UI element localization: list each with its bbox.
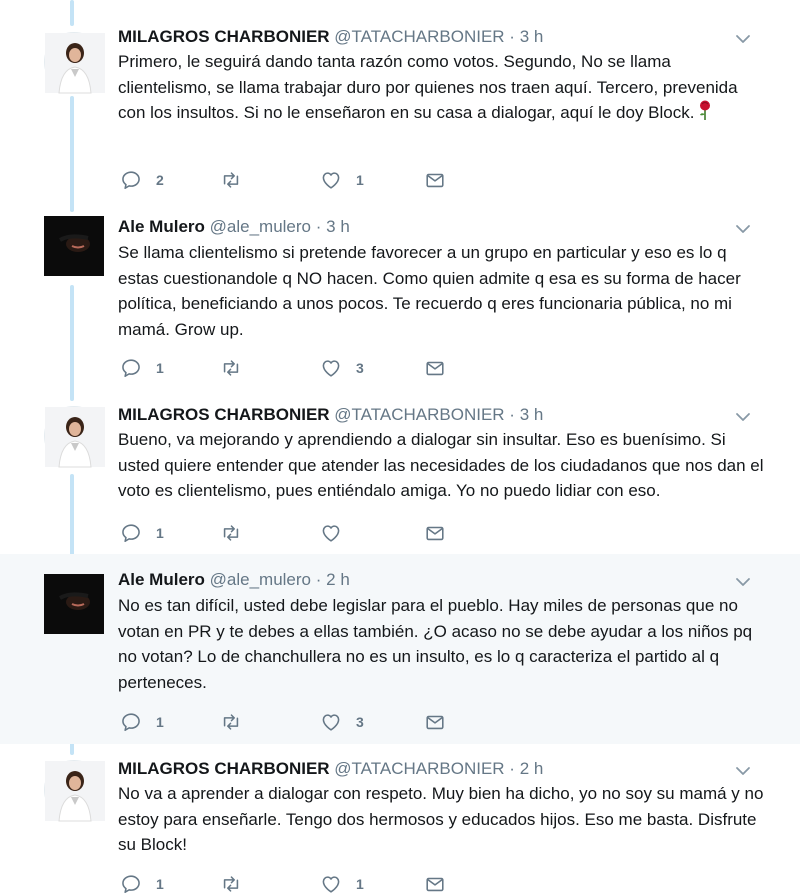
author-name[interactable]: MILAGROS CHARBONIER <box>118 759 330 778</box>
reply-count: 1 <box>156 714 164 730</box>
chevron-down-icon[interactable] <box>734 408 752 426</box>
direct-message-button[interactable] <box>424 521 446 545</box>
reply-count: 2 <box>156 172 164 188</box>
author-name[interactable]: Ale Mulero <box>118 217 205 236</box>
envelope-icon <box>424 169 446 191</box>
like-button[interactable] <box>320 521 356 545</box>
envelope-icon <box>424 711 446 733</box>
chevron-down-icon[interactable] <box>734 220 752 238</box>
tweet-text <box>118 49 768 128</box>
tweet[interactable] <box>0 200 800 390</box>
tweet-actions <box>120 872 460 896</box>
retweet-button[interactable] <box>220 356 256 380</box>
tweet-actions <box>120 521 460 545</box>
reply-icon <box>120 522 142 544</box>
envelope-icon <box>424 873 446 895</box>
avatar[interactable] <box>44 32 104 92</box>
timestamp[interactable]: 3 h <box>326 217 350 236</box>
separator-dot: · <box>509 759 515 778</box>
reply-icon <box>120 357 142 379</box>
author-handle[interactable]: @TATACHARBONIER <box>334 27 505 46</box>
like-button[interactable] <box>320 168 364 192</box>
like-count: 3 <box>356 360 364 376</box>
retweet-button[interactable] <box>220 521 256 545</box>
author-handle[interactable]: @TATACHARBONIER <box>334 759 505 778</box>
direct-message-button[interactable] <box>424 872 446 896</box>
tweet-header <box>118 26 543 48</box>
retweet-icon <box>220 357 242 379</box>
tweet-text: No va a aprender a dialogar con respeto. Muy bien ha dicho, yo no soy su mamá y no estoy para enseñarle. Tengo dos hermosos y educados hijos. Eso me basta. Disfrute su Block! <box>118 784 764 854</box>
reply-icon <box>120 711 142 733</box>
avatar[interactable] <box>44 574 104 634</box>
heart-icon <box>320 169 342 191</box>
author-name[interactable]: MILAGROS CHARBONIER <box>118 405 330 424</box>
envelope-icon <box>424 357 446 379</box>
heart-icon <box>320 873 342 895</box>
heart-icon <box>320 711 342 733</box>
tweet-header <box>118 216 350 238</box>
chevron-down-icon[interactable] <box>734 30 752 48</box>
author-handle[interactable]: @ale_mulero <box>209 570 312 589</box>
tweet-header <box>118 404 543 426</box>
chevron-down-icon[interactable] <box>734 762 752 780</box>
separator-dot: · <box>509 405 515 424</box>
timestamp[interactable]: 3 h <box>519 405 544 424</box>
retweet-icon <box>220 873 242 895</box>
reply-button[interactable] <box>120 356 164 380</box>
chevron-down-icon[interactable] <box>734 573 752 591</box>
tweet-text: Se llama clientelismo si pretende favorecer a un grupo en particular y eso es lo q estas cuestionandole q NO hacen. Como quien admite q esa es su forma de hacer política, beneficiando a unos pocos. Te recuerdo q eres funcionaria pública, no mi mamá. Grow up. <box>118 243 741 339</box>
reply-icon <box>120 873 142 895</box>
tweet-header <box>118 758 543 780</box>
reply-button[interactable] <box>120 872 164 896</box>
tweet-text: Bueno, va mejorando y aprendiendo a dialogar sin insultar. Eso es buenísimo. Si usted quiere entender que atender las necesidades de los ciudadanos que nos dan el voto es clientelismo, pues entiéndalo amiga. Yo no puedo lidiar con eso. <box>118 430 764 500</box>
tweet-text-content: Primero, le seguirá dando tanta razón como votos. Segundo, No se llama clientelismo, se llama trabajar duro por quienes nos traen aquí. Tercero, prevenida con los insultos. Si no le enseñaron en su casa a dialogar, aquí le doy Block. <box>118 52 738 122</box>
timestamp[interactable]: 2 h <box>326 570 350 589</box>
heart-icon <box>320 522 342 544</box>
envelope-icon <box>424 522 446 544</box>
reply-button[interactable] <box>120 521 164 545</box>
retweet-button[interactable] <box>220 168 256 192</box>
tweet-text: No es tan difícil, usted debe legislar para el pueblo. Hay miles de personas que no votan en PR y te debes a ellas también. ¿O acaso no se debe ayudar a los niños pq no votan? Lo de chanchullera no es un insulto, es lo q caracteriza el partido al q perteneces. <box>118 596 753 692</box>
reply-count: 1 <box>156 525 164 541</box>
like-count: 1 <box>356 876 364 892</box>
reply-icon <box>120 169 142 191</box>
author-name[interactable]: Ale Mulero <box>118 570 205 589</box>
separator-dot: · <box>315 570 322 589</box>
avatar[interactable] <box>44 406 104 466</box>
like-button[interactable] <box>320 872 364 896</box>
separator-dot: · <box>315 217 322 236</box>
like-button[interactable] <box>320 356 364 380</box>
rose-emoji-icon <box>698 100 712 128</box>
tweet[interactable] <box>0 0 800 200</box>
like-count: 1 <box>356 172 364 188</box>
avatar[interactable] <box>44 760 104 820</box>
author-handle[interactable]: @TATACHARBONIER <box>334 405 505 424</box>
like-button[interactable] <box>320 710 364 734</box>
reply-button[interactable] <box>120 168 164 192</box>
timestamp[interactable]: 2 h <box>519 759 544 778</box>
tweet-header <box>118 569 350 591</box>
timestamp[interactable]: 3 h <box>519 27 544 46</box>
direct-message-button[interactable] <box>424 168 446 192</box>
author-name[interactable]: MILAGROS CHARBONIER <box>118 27 330 46</box>
tweet[interactable] <box>0 390 800 554</box>
retweet-icon <box>220 522 242 544</box>
reply-count: 1 <box>156 360 164 376</box>
author-handle[interactable]: @ale_mulero <box>209 217 312 236</box>
direct-message-button[interactable] <box>424 710 446 734</box>
retweet-icon <box>220 169 242 191</box>
tweet-actions <box>120 168 460 192</box>
direct-message-button[interactable] <box>424 356 446 380</box>
tweet[interactable] <box>0 554 800 744</box>
avatar[interactable] <box>44 216 104 276</box>
like-count: 3 <box>356 714 364 730</box>
reply-count: 1 <box>156 876 164 892</box>
heart-icon <box>320 357 342 379</box>
retweet-icon <box>220 711 242 733</box>
reply-button[interactable] <box>120 710 164 734</box>
tweet-actions <box>120 356 460 380</box>
retweet-button[interactable] <box>220 710 256 734</box>
retweet-button[interactable] <box>220 872 256 896</box>
tweet[interactable] <box>0 744 800 892</box>
separator-dot: · <box>509 27 515 46</box>
tweet-actions <box>120 710 460 734</box>
